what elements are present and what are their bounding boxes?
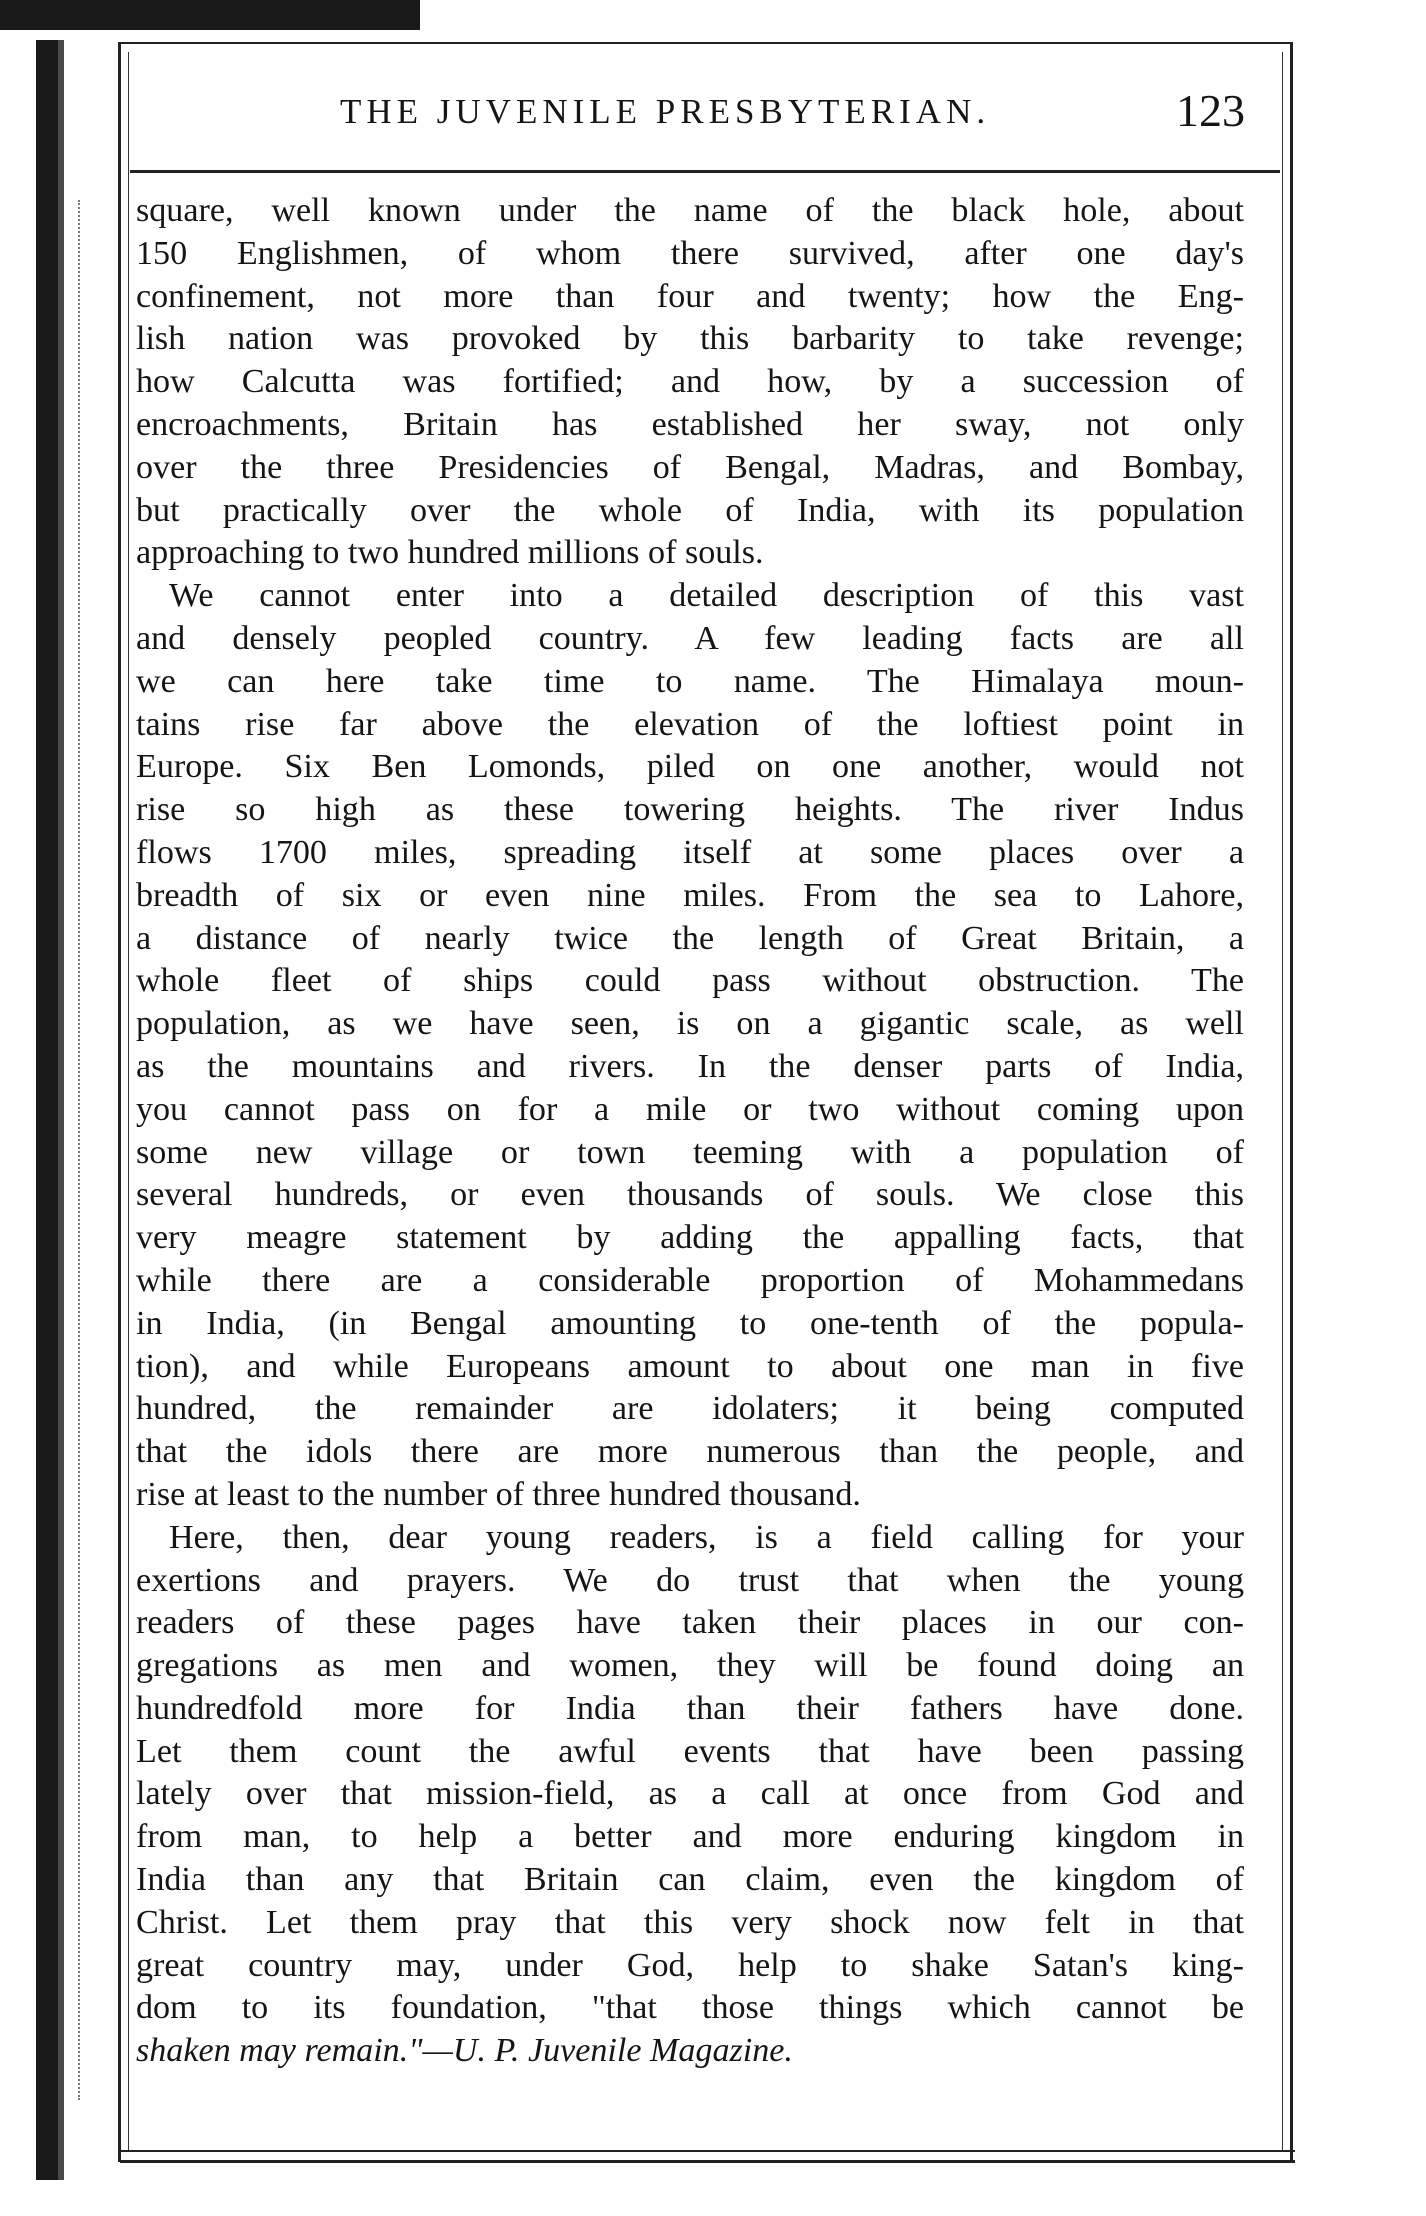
top-edge-bar [0, 0, 420, 30]
paragraph-start: We cannot enter into a detailed description of this vast [169, 577, 1244, 615]
body-line: rise so high as these towering heights. The river Indus [136, 791, 1244, 829]
body-line: lately over that mission-field, as a call at once from God and [136, 1775, 1244, 1813]
body-line: we can here take time to name. The Himalaya moun- [136, 662, 1244, 700]
body-line: approaching to two hundred millions of souls. [136, 534, 764, 572]
body-line: hundredfold more for India than their fathers have done. [136, 1689, 1244, 1727]
body-line: a distance of nearly twice the length of Great Britain, a [136, 919, 1244, 957]
body-line: how Calcutta was fortified; and how, by a succession of [136, 363, 1244, 401]
body-line: over the three Presidencies of Bengal, Madras, and Bombay, [136, 448, 1244, 486]
body-line: Europe. Six Ben Lomonds, piled on one another, would not [136, 748, 1244, 786]
body-line: breadth of six or even nine miles. From the sea to Lahore, [136, 876, 1244, 914]
body-line: several hundreds, or even thousands of souls. We close this [136, 1176, 1244, 1214]
body-line: while there are a considerable proportion of Mohammedans [136, 1261, 1244, 1299]
footer-rule-thin [120, 2150, 1295, 2152]
body-line: flows 1700 miles, spreading itself at some places over a [136, 833, 1244, 871]
page-header [140, 80, 1265, 150]
body-line: square, well known under the name of the black hole, about [136, 192, 1244, 229]
body-line: lish nation was provoked by this barbarity to take revenge; [136, 320, 1244, 358]
body-line: that the idols there are more numerous than the people, and [136, 1433, 1244, 1471]
body-line: and densely peopled country. A few leading facts are all [136, 619, 1244, 657]
body-line: very meagre statement by adding the appalling facts, that [136, 1219, 1244, 1257]
body-line: India than any that Britain can claim, even the kingdom of [136, 1861, 1244, 1899]
book-spine-shadow [36, 40, 58, 2180]
book-spine-edge [58, 40, 64, 2180]
body-line: gregations as men and women, they will be found doing an [136, 1647, 1244, 1685]
gutter-marks [78, 200, 100, 2100]
paragraph-start: Here, then, dear young readers, is a field calling for your [169, 1518, 1244, 1556]
body-line: rise at least to the number of three hundred thousand. [136, 1475, 861, 1513]
body-line: confinement, not more than four and twenty; how the Eng- [136, 277, 1244, 315]
body-line: population, as we have seen, is on a gigantic scale, as well [136, 1005, 1244, 1043]
body-line: as the mountains and rivers. In the denser parts of India, [136, 1047, 1244, 1085]
body-line: in India, (in Bengal amounting to one-tenth of the popula- [136, 1304, 1244, 1342]
body-line: encroachments, Britain has established her sway, not only [136, 405, 1244, 443]
body-line: Let them count the awful events that have been passing [136, 1732, 1244, 1770]
body-line: 150 Englishmen, of whom there survived, after one day's [136, 234, 1244, 272]
body-line: from man, to help a better and more enduring kingdom in [136, 1818, 1244, 1856]
footer-rule-thick [120, 2160, 1295, 2163]
body-line: hundred, the remainder are idolaters; it being computed [136, 1390, 1244, 1428]
body-line: tains rise far above the elevation of the loftiest point in [136, 705, 1244, 743]
body-line: great country may, under God, help to shake Satan's king- [136, 1946, 1244, 1984]
body-line: exertions and prayers. We do trust that when the young [136, 1561, 1244, 1599]
article-body [136, 190, 1244, 2073]
running-title: THE JUVENILE PRESBYTERIAN. [340, 92, 991, 131]
body-line: tion), and while Europeans amount to about one man in five [136, 1347, 1244, 1385]
body-line: some new village or town teeming with a population of [136, 1133, 1244, 1171]
closing-attribution-line: shaken may remain."—U. P. Juvenile Magazine. [136, 2032, 793, 2070]
body-line: readers of these pages have taken their places in our con- [136, 1604, 1244, 1642]
body-line: Christ. Let them pray that this very shock now felt in that [136, 1903, 1244, 1941]
header-rule [130, 170, 1280, 173]
body-line: whole fleet of ships could pass without obstruction. The [136, 962, 1244, 1000]
page-number: 123 [1176, 85, 1245, 136]
body-line: you cannot pass on for a mile or two without coming upon [136, 1090, 1244, 1128]
body-line: dom to its foundation, "that those things which cannot be [136, 1989, 1244, 2027]
body-line: but practically over the whole of India, with its population [136, 491, 1244, 529]
